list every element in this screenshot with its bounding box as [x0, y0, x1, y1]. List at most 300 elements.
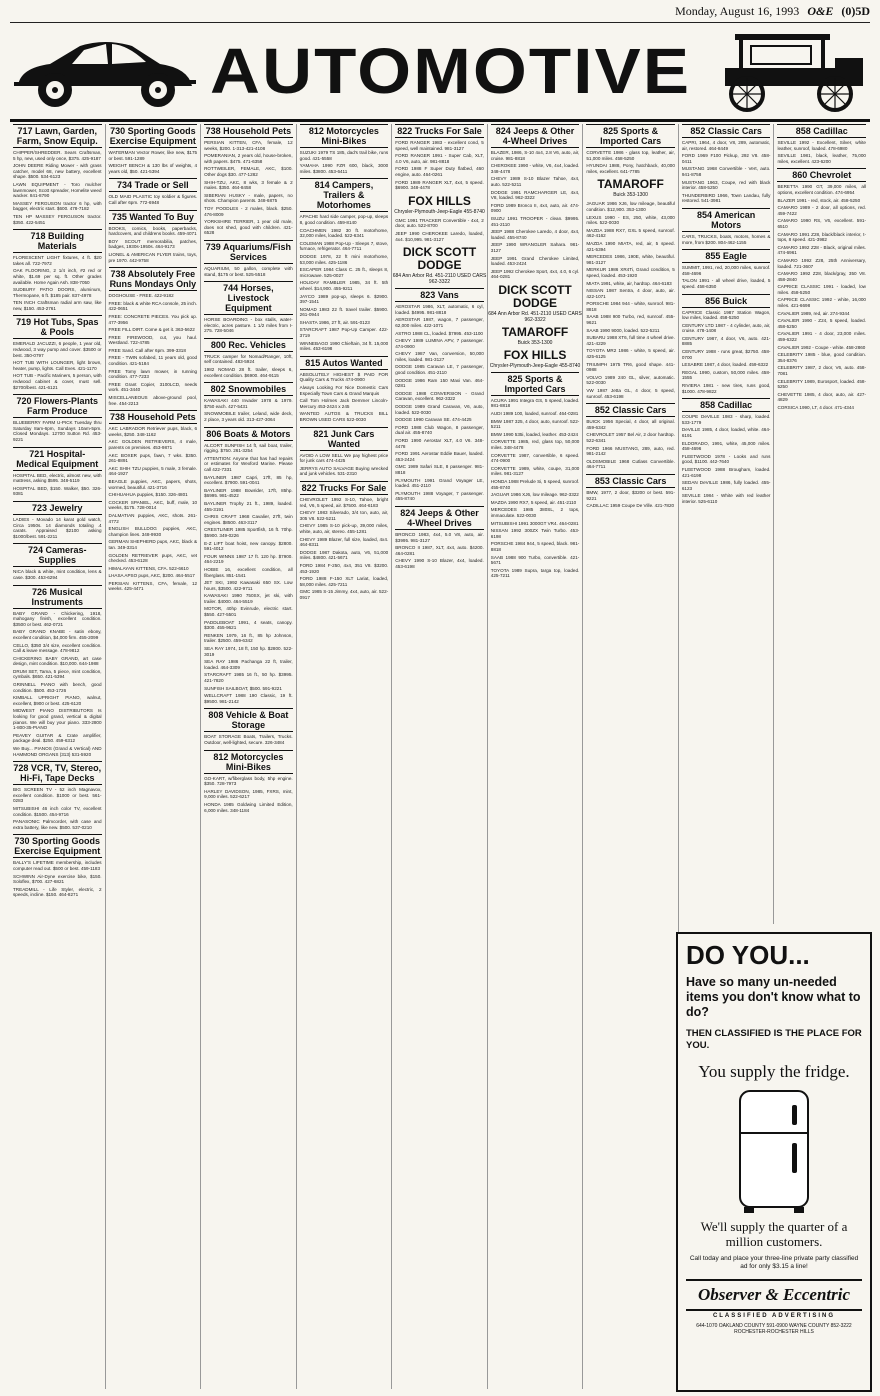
section-heading: 822 Trucks For Sale [397, 126, 482, 136]
section-heading: 730 Sporting Goods Exercise Equipment [109, 126, 196, 146]
classified-listing: FORD RANGER 1983 - excellent cond, 5 speed, well maintained. 981-3127 [395, 140, 484, 151]
classified-listing: AEROSTAR 1987, wagon, 7 passenger, 62,000 miles. 422-1071 [395, 317, 484, 328]
classified-listing: CHEROKEE 1990 - white, V6, 4x4, loaded. 348-4478 [490, 163, 580, 174]
section-heading: 738 Household Pets [205, 126, 292, 136]
classified-listing: CHIPPER/SHREDDER. Sears Craftsman, 5 hp, new, used only once, $375. 425-9187 [13, 150, 102, 161]
classified-listing: PERSIAN KITTENS, CFA, female, 12 weeks. 425-4471 [108, 580, 198, 592]
classified-listing: BOOKS, comics, books, paperbacks, hardcovers, and childrens books. 459-4071 [108, 225, 198, 237]
classified-listing: CAPRICE Classic 1987 Station Wagon, low miles, loaded. 458-5250 [681, 309, 771, 321]
classified-listing: PADDLEBOAT 1991, 4 seats, canopy. $300. 455-9621 [204, 619, 293, 631]
classified-listing: CHEVROLET 1992 S-10, Tahoe, bright red, V6, 5 speed, air. $7500. 464-6183 [299, 496, 389, 508]
classified-column [583, 124, 679, 1389]
promo-phone-numbers: 644-1070 OAKLAND COUNTY 591-0900 WAYNE COUNTY 852-3222 ROCHESTER-ROCHESTER HILLS [696, 1323, 852, 1335]
section-heading: 821 Junk Cars Wanted [300, 427, 389, 451]
classified-listing: VOLVO 1989 240 GL, silver, automatic. 522-0030 [586, 374, 675, 386]
header-page: (0)5D [841, 3, 870, 18]
classified-listing: SHIH-TZU, AKC, 8 wks, 3 female & 2 males. $350. 464-8458 [204, 179, 293, 191]
classified-listing: THUNDERBIRD 1966, Town Landau, fully restored. 541-3981 [681, 192, 771, 204]
classified-listing: JEEP 1991 Grand Cherokee Limited, loaded. 453-2424 [490, 255, 580, 267]
classified-listing: MERKUR 1986 XR4Ti, Grand condition, 5 speed, loaded. 453-1920 [586, 267, 675, 278]
classified-listing: CORVETTE 1985, red, glass top, 50,000 miles. 348-4478 [490, 439, 580, 451]
classified-listing: COCKER SPANIEL, AKC, buff, male, 10 weeks, $175. 728-0014 [108, 499, 198, 511]
dealer-address: Chrysler-Plymouth-Jeep-Eagle 455-8740 [394, 208, 485, 215]
classified-listing: NISSAN 1992 300ZX Twin Turbo. 453-6198 [490, 528, 580, 539]
classified-listing: BEAGLE puppies, AKC, papers, shots, wormed, beautiful. 421-3716 [108, 478, 198, 490]
classified-listing: FLEETWOOD 1988 Brougham, loaded. 421-6198 [681, 466, 771, 478]
classified-listing: CORVETTE 1987, convertible, 6 speed. 474-0900 [490, 452, 580, 464]
classified-listing: SCHWINN Air-Dyne exercise bike, $150. Soloflex, $700. 427-6821 [13, 873, 102, 885]
classified-listing: YORKSHIRE TERRIER, 1 year old male, does not shed, good with children. 421-6528 [204, 219, 293, 236]
classified-listing: CHEVETTE 1985, 4 door, auto, air. 427-4829 [777, 391, 866, 403]
classified-listing: BUICK 1956 Special, 4 door, all original. 459-6342 [586, 419, 675, 430]
classified-listing: CHEVROLET 1957 Bel Air, 2 door hardtop. 522-6341 [586, 432, 675, 443]
classified-listing: BMW, 1977, 2 door, $3200 or best. 591-9221 [586, 489, 675, 501]
section-heading: 852 Classic Cars [682, 124, 771, 138]
classified-listing: HYUNDAI 1988, Pony, hatchback, 40,000 miles, excellent. 641-7785 [586, 163, 675, 174]
classified-listing: SAAB 1988 900 Turbo, red, sunroof. 455-9621 [586, 314, 675, 326]
classified-section [300, 178, 389, 351]
classified-listing: CAVALIER 1990 - Z24, 5 speed, loaded. 458-5250 [777, 318, 866, 329]
classified-listing: MITSUBISHI 46 inch color TV, excellent condition. $1500. 454-9716 [13, 805, 102, 817]
classified-listing: TALON 1991 - all wheel drive, loaded, 5 speed. 458-6350 [681, 278, 771, 289]
classified-listing: FORD 1989 Bronco II, 4x4, auto, air. 474-0900 [490, 202, 580, 214]
classified-listing: JEEP 1988 Cherokee Laredo, 4 door, 4x4, loaded. 455-8740 [490, 229, 580, 240]
classified-listing: CENTURY 1988 - runs great, $2750. 458-0700 [681, 349, 771, 360]
classified-section [13, 315, 102, 390]
classified-section [204, 338, 293, 378]
classified-section [13, 447, 102, 497]
classified-section [109, 410, 198, 592]
section-heading: 802 Snowmobiles [204, 382, 293, 396]
classified-listing: ACURA 1991 Integra GS, 5 speed, loaded. 981-8818 [490, 397, 580, 409]
classified-listing: SEDAN DeVILLE 1986, fully loaded. 455-6123 [681, 480, 771, 491]
classified-listing: BALLY'S LIFETIME membership, includes computer read out. $500 or best. 459-1183 [13, 860, 102, 871]
classified-listing: BLAZER 1991 - red, stock, air. 458-5250 [777, 197, 861, 203]
classified-listing: GMC 1991 TRACKER Convertible - 4x4, 2 door, auto. 522-8700 [395, 217, 484, 229]
classified-listing: BMW 1987 325, 4 door, auto, sunroof. 522-5211 [490, 418, 580, 430]
classified-listing: FREE FIREWOOD, cut, you haul. Westland. 722-4785 [108, 334, 198, 346]
classified-listing: ISUZU 1991 TROOPER - clean. $9995. 451-2110 [490, 215, 580, 227]
section-heading: 823 Vans [395, 288, 484, 302]
classified-listing: SUZUKI 1979 TS 185, dad's trail bike, runs good. 421-5558 [299, 150, 389, 161]
classified-listing: HORSE BOARDING - box stalls, water-electric, acres pasture. 1 1/2 miles from I-275. 728-5046 [204, 317, 293, 334]
classified-listing: DODGE 1987 Dakota, auto, V6, 51,000 miles. $4800. 421-5671 [299, 549, 389, 561]
section-banner [10, 24, 870, 122]
classified-listing: CORSICA 1990, LT, 4 door. 471-4344 [777, 404, 854, 410]
section-heading: 738 Absolutely Free Runs Mondays Only [109, 269, 197, 290]
classified-listing: CAMARO 1992 Z28, 25th Anniversary, loaded. 721-3607 [777, 257, 866, 269]
classified-listing: BAYLINER 1987 Capri, 17ft, 85 hp, excellent. $7900. 591-0041 [204, 474, 293, 486]
classified-listing: BABY GRAND KNABE - satin ebony, excellent condition, $4,000 firm. 455-2099 [13, 629, 102, 640]
section-heading: 815 Autos Wanted [300, 356, 389, 370]
classified-column [392, 124, 488, 1389]
classified-listing: SNOWMOBILE trailer, Leland, wide deck, 2 place, 3 years old. 313-427-3064 [204, 411, 293, 423]
classified-listing: FORD RANGER 1991 - Super Cab, XLT, 4.0 V6, auto, air. 981-8818 [395, 153, 484, 164]
classified-section [300, 481, 389, 601]
classified-section [586, 201, 675, 399]
classified-listing: KIMBALL UPRIGHT PIANO, walnut, excellent, $900 or best. 425-6120 [13, 695, 102, 706]
classified-listing: AKC LABRADOR Retriever pups, black, 6 weeks, $250. 348-1162 [108, 426, 198, 437]
classified-listing: SUNFISH SAILBOAT, $500. 591-9221 [204, 685, 282, 691]
classified-listing: CAMARO 1991 Z28, black/black interior, t-tops, 8 speed. 421-3982 [777, 231, 866, 243]
classified-listing: BAYLINER 1988 Bowrider, 17ft, 85hp. $6995. 981-4522 [204, 487, 293, 499]
section-heading: 824 Jeeps & Other 4-Wheel Drives [395, 506, 484, 530]
classified-listing: JERRYS AUTO SALVAGE Buying wrecked and junk vehicles. 531-2310 [299, 465, 389, 477]
classified-listing: E-Z LIFT boat hoist, new canopy. $2800. 591-4012 [204, 540, 293, 552]
classified-listing: TREADMILL - Life Styler, electric, 2 speeds, incline. $150. 464-8271 [13, 886, 102, 898]
classified-listing: SHASTA 1986, 27 ft, air. 591-0123 [299, 319, 370, 325]
classified-listing: CELLO, $350 3/4 size, excellent condition. Call & leave message. 478-9812 [13, 642, 102, 654]
section-heading: 744 Horses, Livestock Equipment [204, 281, 293, 315]
classified-listing: NISSAN 1987 Sentra, 4 door, auto, air. 422-1071 [586, 288, 675, 299]
section-heading: 852 Classic Cars [586, 403, 675, 417]
promo-subhead: Have so many un-needed items you don't know what to do? [686, 975, 861, 1019]
section-heading: 860 Chevrolet [777, 168, 866, 182]
classified-section [109, 124, 198, 174]
classified-listing: FREE - TWIN sofabed, 11 years old, good condition. 421-5184 [108, 355, 198, 367]
classified-listing: MISCELLANEOUS above-ground pool, free. 454-2213 [108, 395, 198, 406]
classified-listing: TRIUMPH 1975 TR6, good shape. 441-0988 [586, 361, 675, 373]
classified-section [395, 506, 484, 570]
classified-listing: SEVILLE 1992 - Excellent, Silver, white leather, sunroof, loaded. 478-6980 [777, 140, 866, 151]
classified-listing: OLDSMOBILE 1968 Cutlass Convertible. 464-7711 [586, 458, 675, 470]
classified-listing: SUMMIT, 1991, red, 20,000 miles, sunroof. 458-4696 [681, 265, 771, 276]
vintage-car-illustration-left [10, 24, 200, 116]
section-heading: 856 Buick [682, 294, 771, 308]
classified-section [682, 124, 771, 204]
classified-listing: JEEP 1992 Cherokee Sport, 4x4, 4.0, 6 cyl. 464-0281 [490, 268, 580, 280]
classified-section [204, 708, 293, 745]
section-heading: 724 Cameras-Supplies [13, 543, 102, 567]
classified-listing: MUSTANG 1968 Convertible - Vert, auto. 941-8758 [681, 166, 771, 177]
classified-section [204, 281, 293, 334]
promo-quarter-line: We'll supply the quarter of a million customers. [700, 1219, 848, 1249]
classified-listing: KAWASAKI 1990 750SX, jet ski, with trailer. $4000. 464-5519 [204, 593, 293, 604]
section-heading: 728 VCR, TV, Stereo, Hi-Fi, Tape Decks [13, 763, 102, 784]
classified-section [395, 124, 484, 191]
classified-listing: FORD 1988 F-150 XLT Lariat, loaded, 58,000 miles. 425-7211 [299, 576, 389, 587]
refrigerator-icon [734, 1087, 814, 1215]
classified-listing: SAAB 1988 900 Turbo, convertible. 421-5671 [490, 554, 580, 566]
classified-listing: JAYCO 1989 pop-up, sleeps 6. $2900. 397-1541 [299, 293, 389, 305]
section-heading: 822 Trucks For Sale [301, 482, 387, 493]
classified-section [13, 585, 102, 758]
classified-listing: CAMARO 1989 - 2 door, all options, red. 459-7422 [777, 205, 866, 216]
classified-listing: MASSEY FERGUSON tractor 6 hp, with bagger, electric start. $600. 478-7182 [13, 200, 102, 212]
classified-listing: DeVILLE 1985, 4 door, loaded, white. 464-6191 [681, 427, 771, 438]
dealer-address: 684 Ann Arbor Rd. 451-2110 USED CARS 962-3322 [392, 273, 487, 286]
classified-section [204, 427, 293, 705]
classified-listing: JEEP 1990 WRANGLER Sahara. 981-3127 [490, 242, 580, 253]
classified-listing: REGAL 1990, custom, 50,000 miles. 458-1555 [681, 369, 771, 381]
classified-listing: VW 1987 Jetta GL, 4 door, 5 speed, sunroof. 453-6198 [586, 388, 675, 399]
classified-listing: RENKEN 1979, 16 ft., 85 hp Johnson, trailer. $2500. 459-6342 [204, 632, 293, 644]
section-heading: 858 Cadillac [777, 124, 866, 138]
classified-listing: PLYMOUTH 1988 Voyager, 7 passenger. 455-8740 [395, 490, 484, 502]
classified-listing: FREE: black & white RCA console, 25 inch. 422-0651 [108, 300, 198, 312]
classified-listing: TOYOTA 1989 Supra, targa top, loaded. 425-7211 [490, 567, 580, 579]
classified-listing: CORVETTE 1989, white, coupe, 31,000 miles. 981-3127 [490, 465, 580, 477]
classified-listing: BERETTA 1990 GT, 39,000 miles, all options, excellent condition. 474-6954 [777, 184, 866, 195]
classified-listing: JAGUAR 1986 XJ6, low mileage. 962-3322 [490, 492, 579, 498]
classified-listing: HONDA 1988 Prelude Si, 5 speed, sunroof. 455-8740 [490, 479, 580, 490]
classified-listing: CAVALIER 1992 - Coupe - white. 458-2860 [777, 344, 866, 350]
classified-listing: FORD 1988 Club Wagon, 8 passenger, dual air. 455-8740 [395, 424, 484, 436]
classified-listing: CHICKERING BABY GRAND, art case design, mint condition. $10,000. 644-1988 [13, 655, 102, 667]
section-heading: 855 Eagle [682, 249, 771, 263]
classified-listing: CAPRICE CLASSIC 1991 - loaded, low miles. 458-5250 [777, 284, 866, 295]
classified-listing: BRONCO 1983, 4x4, 5.0 V8, auto, air. $3995. 981-3127 [395, 531, 484, 543]
classified-listing: GERMAN SHEPHERD pups, AKC, black & tan. 349-3314 [108, 539, 198, 550]
classified-listing: COUPE DeVILLE 1983 - sharp, loaded. 533-1779 [681, 414, 771, 425]
classified-section [204, 240, 293, 277]
classified-listing: BIG SCREEN TV - 52 inch Magnavox, excellent condition. $1000 or best. 561-0283 [13, 787, 102, 804]
classified-listing: LAWN EQUIPMENT - Toro mulcher lawnmower, Scott spreader, Homelite weed wacker. 841-8790 [13, 181, 102, 199]
classified-listing: GMC 1985 S-15 Jimmy, 4x4, auto, air. 522-0917 [299, 589, 389, 600]
section-heading: 734 Trade or Sell [109, 178, 198, 192]
dealer-name: DICK SCOTT DODGE [498, 282, 572, 310]
classified-listing: DODGE 1989 Grand Caravan, V6, auto, loaded. 522-0030 [395, 404, 484, 415]
classified-listing: FORD 1990 Aerostar XLT, 4.0 V6. 348-4478 [395, 438, 484, 449]
classified-listing: TEN INCH Craftsman radial arm saw, like new, $150. 453-2761 [13, 300, 102, 311]
classified-listing: CHEVY 1989 LUMINA APV, 7 passenger. 474-0900 [395, 338, 484, 349]
classified-listing: COACHMEN 1982 30 ft. motorhome, 32,000 miles, loaded. 522-6341 [299, 227, 389, 239]
classified-listing: POMERANIAN, 2 years old, house-broken, with papers. $475. 471-6358 [204, 153, 293, 164]
section-heading: 854 American Motors [682, 208, 771, 232]
classified-section [204, 382, 293, 422]
classified-listing: FORD 1989 RANGER XLT, 4x4, 5 speed. $6900. 348-4478 [395, 179, 484, 191]
classified-listing: BAYLINER Trophy 21 ft., 1989, loaded. 455-3191 [204, 500, 293, 512]
classified-listing: BMW 1990 535i, loaded, leather. 453-2424 [490, 431, 579, 437]
classified-listing: Always Looking For Nice Domestic Cars Especially Town Cars & Grand Marquis [299, 385, 389, 396]
classified-listing: LIONEL & AMERICAN FLYER trains, toys, pre 1970. 442-9758 [108, 251, 198, 263]
section-heading: 739 Aquariums/Fish Services [205, 241, 291, 262]
classified-listing: Call Tom Holmes Jack Demmer Lincoln-Mercury 453-2424 x 245 [299, 398, 389, 409]
classified-listing: HOT TUB - Pacific Mariners, 5 person, with redwood cabinet & cover, must sell. $2700/best. 421-6121 [13, 373, 102, 390]
classified-listing: WEIGHT BENCH & 130 lbs of weights, 4 years old, $50. 421-5394 [108, 163, 198, 174]
classified-listing: ESCAPER 1984 Class C. 25 ft., sleeps 8, microwave. 525-0027 [299, 267, 389, 278]
page-header [10, 0, 870, 23]
classified-listing: PORSCHE 1984 944, 5 speed, black. 981-8818 [490, 541, 580, 552]
classified-section [109, 267, 198, 406]
classified-listing: CARS, TRUCKS, boats, motors, homes & more, from $200. 804-462-1155 [681, 233, 771, 245]
classified-promo-ad [676, 932, 872, 1392]
classified-listing: CAPRI, 1964, 4 door, V8, 289, automatic, air, restored. 464-8449 [681, 140, 771, 151]
classified-listing: OAK FLOORING, 2 1/4 inch, #2 red or white, $1.69 per sq. ft. Other grades available. Home Again Ash. 838-7050 [13, 268, 102, 285]
section-heading: 718 Building Materials [13, 229, 102, 253]
classified-section [586, 474, 675, 509]
classified-listing: JOHN DEERE Riding Mower - with grass catcher, model 68, new battery, excellent shape. $500. 534-6123 [13, 163, 102, 180]
classified-listing: AKC SHIH TZU puppies, 5 male, 3 female. 464-1927 [108, 465, 198, 477]
section-heading: 853 Classic Cars [586, 474, 675, 488]
classified-listing: FLORESCENT LIGHT fixtures, 4 ft. $20 takes all. 722-7972 [13, 255, 102, 266]
logo-subtitle: CLASSIFIED ADVERTISING [712, 1313, 836, 1319]
dealer-name: FOX HILLS [503, 347, 567, 362]
dealer-name: TAMAROFF [597, 177, 664, 192]
classified-listing: CHEVY 1989 Blazer, full size, loaded, 4x4. 464-8311 [299, 536, 389, 548]
section-heading: 812 Motorcycles Mini-Bikes [300, 124, 389, 148]
classified-listing: HOLIDAY RAMBLER 1985, 34 ft. 5th wheel. $14,900. 455-9211 [299, 280, 389, 291]
classified-listing: AEROSTAR 1986, XLT, automatic, 6 cyl, loaded. $4995. 981-8818 [395, 304, 484, 315]
classified-listing: AUDI 1989 100, loaded, sunroof. 464-0281 [490, 411, 579, 417]
classified-section [682, 249, 771, 289]
antique-car-illustration-right [695, 24, 870, 116]
classified-listing: HOSPITAL BED, electric, almost new, with mattress, asking $595. 348-5119 [13, 472, 102, 484]
classified-section [682, 294, 771, 395]
classified-section [13, 761, 102, 830]
classified-section [395, 218, 484, 242]
classified-listing: EMERALD JACUZZI, 6 people, 1 year old, redwood, 3 way pump and cover. $3500 or best. 350-0797 [13, 341, 102, 358]
section-heading: 720 Flowers-Plants Farm Produce [13, 394, 102, 418]
classified-listing: PANASONIC Palmcorder, with case and extra battery, like new. $500. 537-0210 [13, 819, 102, 830]
classified-listing: FREE Tomy lawn mower, in running condition. 477-7233 [108, 368, 198, 380]
classified-listing: CENTURY LTD 1987 - 4 cylinder, auto, air, cruise. 478-1408 [681, 322, 771, 334]
classified-listing: MERCEDES 1986, 190E, white, beautiful. 981-3127 [586, 254, 675, 265]
classified-listing: DALMATIAN puppies, AKC, shots. 261-4772 [108, 512, 198, 524]
section-heading: 730 Sporting Goods Exercise Equipment [14, 836, 101, 857]
classified-listing: ENGLISH BULLDOG puppies, AKC, champion lines. 348-9930 [108, 526, 198, 537]
classified-column [488, 124, 584, 1389]
promo-call-line: Call today and place your three-line private party classified ad for only $3.15 a line! [689, 1255, 859, 1270]
classified-listing: DRUM SET, Tama, 5 piece, mint condition, cymbals. $650. 421-5394 [13, 668, 102, 680]
classified-listing: HOT TUB WITH LOUNGER, light brown, heater, pump, lights. Call Eves. 421-1170 [13, 360, 102, 371]
classified-listing: GO-KART, w/fiberglass body, 5hp engine. $350. 728-7973 [204, 775, 293, 787]
section-heading: 723 Jewelry [13, 501, 102, 515]
classified-section [13, 834, 102, 898]
classified-listing: WINNEBAGO 1990 Chieftain, 34 ft. 15,000 miles. 453-6198 [299, 340, 389, 352]
classified-listing: 1982 NOMAD 28 ft. trailer, sleeps 6, excellent condition. $6900. 464-9115 [204, 367, 293, 378]
classified-listing: CHEVY 1987 Van, conversion, 50,000 miles, loaded. 981-3127 [395, 351, 484, 362]
classified-listing: TRUCK camper for Nomad/Ranger, 10ft, self contained. 483-5924 [204, 353, 293, 365]
classified-section [300, 124, 389, 174]
classified-column [106, 124, 202, 1389]
classified-listing: APACHE hard side camper, pop-up, sleeps 8, good condition. 459-8140 [299, 214, 389, 225]
classified-listing: JAGUAR 1986 XJ6, low mileage, beautiful condition. $12,900. 353-1300 [586, 201, 675, 212]
classified-listing: WANTED AUTOS & TRUCKS BILL BROWN USED CARS 522-0030 [299, 411, 389, 422]
classified-listing: FLEETWOOD 1978 - Looks and runs good, $1100. 442-7640 [681, 453, 771, 465]
classified-listing: JEEP 1990 CHEROKEE Laredo, loaded, 4x4. $10,995. 981-3127 [395, 230, 484, 242]
classified-listing: AKC GOLDEN RETRIEVERS, 4 male, parents on premises. 453-9871 [108, 439, 198, 450]
classified-listing: FORD 1984 F-250, 4x4, 351 V8. $3200. 453-1920 [299, 562, 389, 574]
classified-listing: AKC BOXER pups, fawn, 7 wks. $350. 261-8891 [108, 452, 198, 464]
classified-listing: SEVILLE 1981, black, leather, 75,000 miles, excellent. 423-6200 [777, 153, 866, 164]
classified-listing: LHASA APSO pups, AKC, $200. 464-5517 [108, 573, 195, 579]
classified-listing: FREE Grant Copier, 3100LCD, needs work. 451-3440 [108, 381, 198, 393]
classified-listing: CHEVY 1983 Silverado, 3/4 ton, auto, air, 305 V8. 522-5211 [299, 510, 389, 521]
classified-listing: CAMARO 1990 RS, V6, excellent. 591-6510 [777, 218, 866, 229]
classified-listing: LADIES - Movado 14 karat gold watch, Circa 1950s. 14 diamonds totaling .4 carats. Appraised $2100 asking $1000/best. 591-2211 [13, 516, 102, 539]
classified-section [13, 543, 102, 580]
classified-section [491, 124, 580, 280]
classified-listing: SAAB 1990 9000, loaded. 522-5211 [586, 327, 660, 333]
classified-listing: ELDORADO, 1991, white, 45,000 miles. 458-4696 [681, 440, 771, 452]
section-heading: 806 Boats & Motors [204, 427, 293, 441]
classified-listing: AVOID A LOW SELL We pay highest price for junk cars 474-4425 [299, 452, 389, 464]
dealer-address: Buick 353-1300 [613, 192, 648, 199]
section-heading: 800 Rec. Vehicles [204, 338, 293, 352]
section-heading: 858 Cadillac [682, 398, 771, 412]
classified-listing: CHEVY 1989 S-10 Blazer Tahoe, 4x4, auto. 522-5211 [490, 176, 580, 187]
classified-listing: SUBARU 1988 XT6, full time 4 wheel drive. 421-4229 [586, 335, 675, 346]
classified-listing: MAZDA 1988 RX7, GXL 5 speed, sunroof. 462-4162 [586, 227, 675, 239]
classified-listing: FREE: CONCRETE PIECES. You pick up. 477-3956 [108, 313, 198, 325]
promo-headline: DO YOU... [686, 940, 810, 970]
classified-listing: BOY SCOUT memorabilia, patches, badges, 1930s-1950s. 464-9173 [108, 238, 198, 250]
classified-section [13, 501, 102, 539]
classified-section [13, 229, 102, 311]
classified-column [297, 124, 393, 1389]
classified-listing: We Buy... PIANOS (Grand & Vertical) AND HAMMOND ORGANS (313) 531-5920 [13, 746, 102, 757]
classified-listing: MERCEDES 1985 380SL, 2 tops, immaculate. 522-0030 [490, 507, 580, 518]
classified-listing: TEN HP MASSEY FERGUSON tractor. $350. 422-5451 [13, 213, 102, 225]
classified-listing: HARLEY DAVIDSON, 1985, FXRS, mint, 9,000 miles. 522-6217 [204, 788, 293, 800]
classified-section [13, 394, 102, 442]
classified-listing: MAZDA 1990 MIATA, red, air, 5 speed. 421-5394 [586, 240, 675, 252]
section-heading: 719 Hot Tubs, Spas & Pools [13, 315, 102, 339]
classified-section [13, 124, 102, 225]
classified-column [774, 124, 869, 924]
classified-section [682, 208, 771, 245]
classified-listing: GOLDEN RETRIEVER pups, AKC, vet checked. 453-6128 [108, 552, 198, 564]
classified-listing: SIBERIAN HUSKY - male, papers, no shots. Champion parents. 348-6875 [204, 192, 293, 204]
classified-listing: CHRIS CRAFT 1968 Cavalier, 27ft, twin engines. $8500. 463-3117 [204, 514, 293, 525]
classified-listing: BOAT STORAGE Boats, Trailers, Trucks. Outdoor, well-lighted, secure. 326-3484 [204, 734, 293, 745]
section-heading: 824 Jeeps & Other 4-Wheel Drives [491, 124, 580, 148]
classified-section [777, 168, 866, 410]
classified-column [10, 124, 106, 1389]
section-heading: 808 Vehicle & Boat Storage [204, 708, 293, 732]
classified-listing: GRINNELL PIANO with bench, good condition. $500. 453-1726 [13, 682, 102, 693]
classified-listing: CELEBRITY 1989, Eurosport, loaded. 458-5250 [777, 378, 866, 390]
classified-listing: FORD 1988 F Super Duty flatbed, 460 engine, auto. 464-0261 [395, 166, 484, 177]
classified-listing: OLD MAID PLASTIC toy soldier & figures. Call after 6pm. 772-6948 [108, 194, 198, 205]
classified-listing: FREE Sand. Call after 6pm. 399-3318 [108, 347, 186, 353]
section-heading: 721 Hospital-Medical Equipment [13, 447, 102, 471]
classified-listing: DODGE 1990 Caravan SE. 474-4425 [395, 417, 472, 423]
classified-listing: LESABRE 1987, 4 door, loaded. 459-6322 [681, 362, 769, 368]
promo-supply-line: You supply the fridge. [698, 1062, 850, 1081]
classified-column [679, 124, 775, 924]
classified-listing: PORSCHE 1984 944 - white, sunroof. 981-8818 [586, 301, 675, 312]
classified-listing: HOSPITAL BED, $150. Walker, $50. 326-9381 [13, 485, 102, 497]
dealer-address: 684 Ann Arbor Rd. 451-2110 USED CARS 962-3322 [488, 310, 582, 323]
classified-listing: STARCRAFT 1987 Pop-Up Camper. 422-3719 [299, 327, 389, 339]
classified-listing: FORD 1969 F100 Pickup, 292 V8. 458-0411 [681, 153, 771, 164]
dealer-name: FOX HILLS [408, 193, 471, 208]
classified-listing: CAMARO 1992 Z28 - Black, original miles. 474-6961 [777, 244, 866, 256]
classified-listing: DOGHOUSE - FREE. 422-9182 [108, 293, 174, 299]
classified-listing: DODGE 1985 Caravan LE, 7 passenger, good condition. 451-2110 [395, 364, 484, 376]
dealer-name: TAMAROFF [501, 324, 569, 339]
classified-listing: TOYOTA MR2 1986 - white, 5 speed, air. 425-6125 [586, 348, 675, 360]
classified-listing: NICA black & white, mint condition, lens & case. $300. 453-6294 [13, 569, 102, 580]
classified-listing: CAMARO 1992 Z28, black/gray, 350 V8. 458-2840 [777, 271, 866, 282]
classified-listing: MITSUBISHI 1991 3000GT VR4. 464-0281 [490, 520, 579, 526]
classified-listing: BLUEBERRY FARM U-PICK Tuesday thru Saturday 8am-6pm, Sundays 10am-5pm. Closed Mondays. 12700 Sutton Rd. 453-9221 [13, 420, 102, 442]
header-date: Monday, August 16, 1993 [675, 3, 800, 18]
classified-listing: CELEBRITY 1987, 2 door, V6, auto. 458-7081 [777, 365, 866, 376]
classified-listing: GMC 1989 Safari SLE, 8 passenger. 981-8818 [395, 464, 484, 475]
classified-listing: CAVALIER 1989, red, air. 274-9344 [777, 310, 850, 316]
classified-section [491, 372, 580, 579]
classified-listing: LEXUS 1990 - ES, 250, white, 43,000 miles. 522-0030 [586, 214, 675, 226]
classified-listing: YAMAHA 1990 FZR 600, black, 3000 miles. $3800. 453-6411 [299, 163, 389, 174]
banner-title: AUTOMOTIVE [210, 35, 692, 107]
classified-listing: SEA RAY 1986 Pachanga 22 ft, trailer, loaded. 464-3309 [204, 659, 293, 670]
classified-column [201, 124, 297, 1389]
promo-kicker: THEN CLASSIFIED IS THE PLACE FOR YOU. [686, 1028, 862, 1051]
classified-section [204, 750, 293, 814]
